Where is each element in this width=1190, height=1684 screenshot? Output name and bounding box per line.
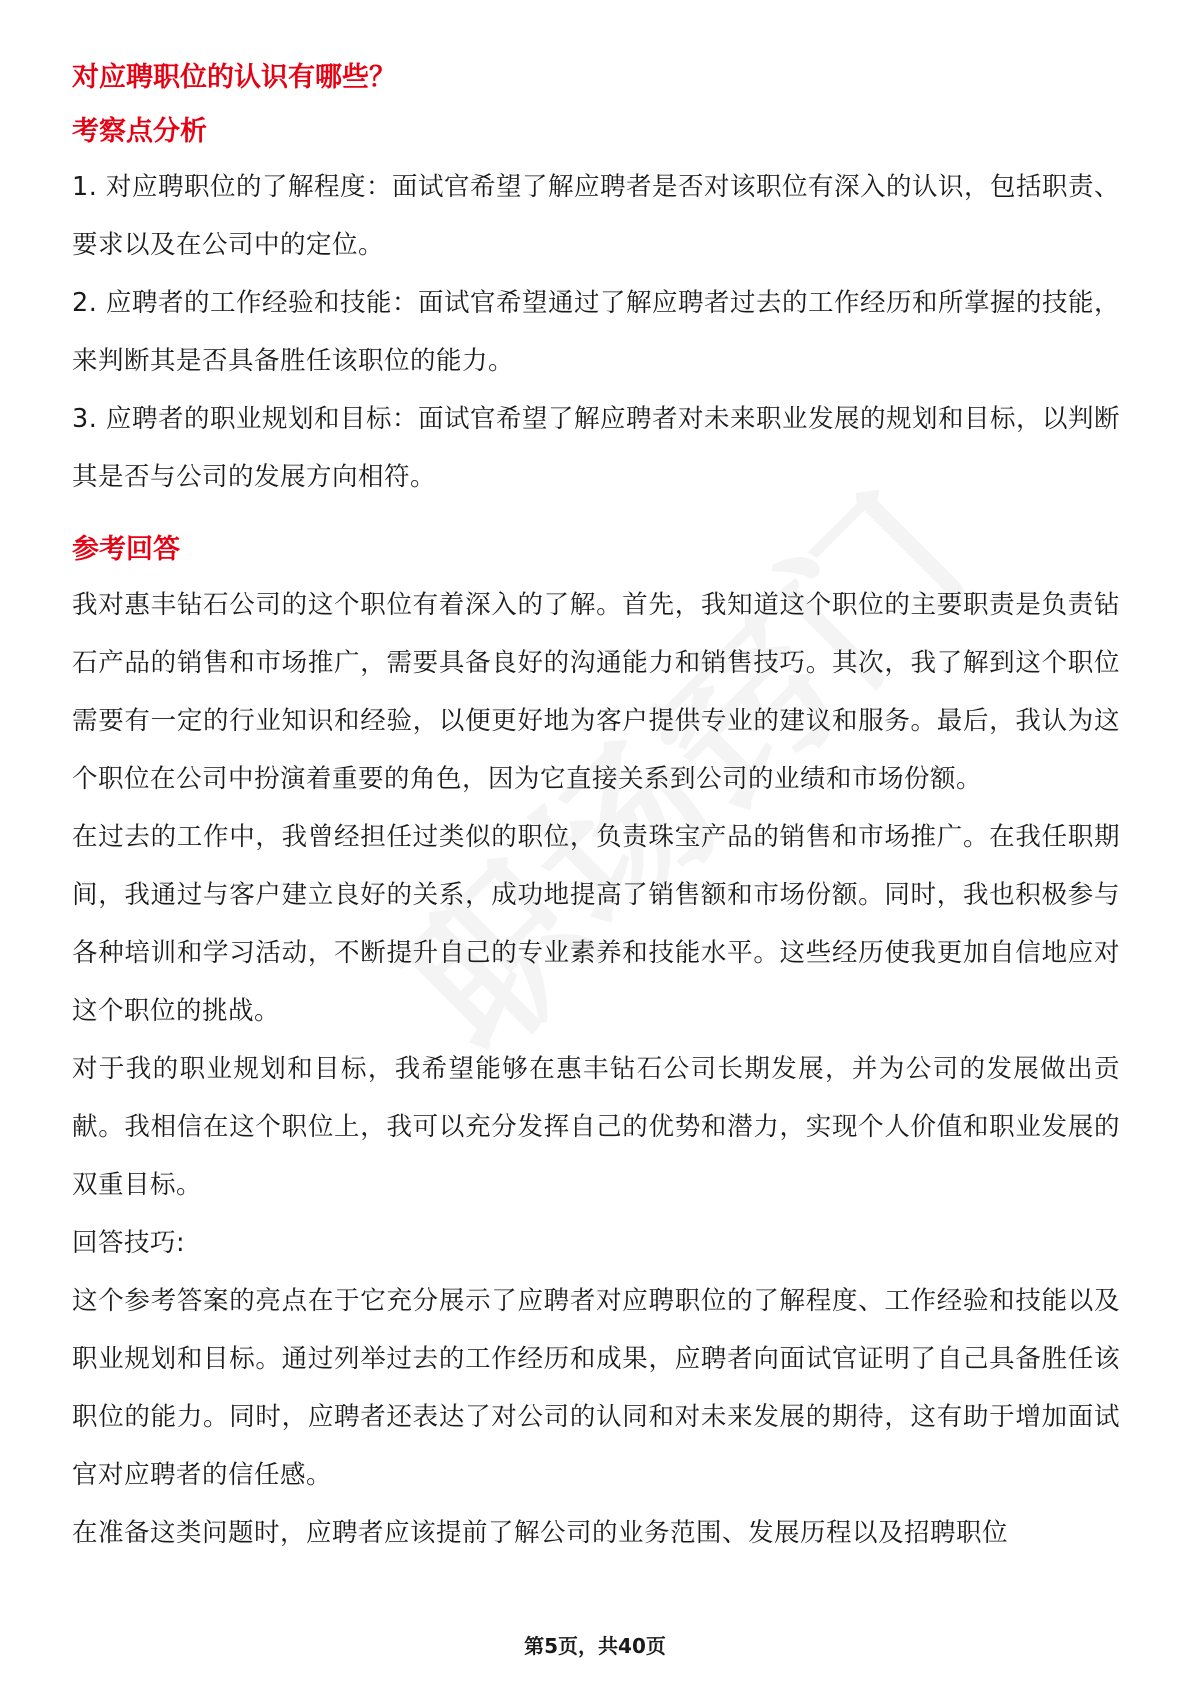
analysis-heading: 考察点分析 [72, 116, 207, 147]
reference-paragraph: 在准备这类问题时，应聘者应该提前了解公司的业务范围、发展历程以及招聘职位 [72, 1518, 1009, 1548]
page-title: 对应聘职位的认识有哪些？ [72, 62, 396, 93]
analysis-point: 2. 应聘者的工作经验和技能：面试官希望通过了解应聘者过去的工作经历和所掌握的技能，来判断其是否具备胜任该职位的能力。 [72, 288, 1120, 376]
reference-heading: 参考回答 [72, 534, 180, 565]
reference-paragraph: 在过去的工作中，我曾经担任过类似的职位，负责珠宝产品的销售和市场推广。在我任职期间，我通过与客户建立良好的关系，成功地提高了销售额和市场份额。同时，我也积极参与各种培训和学习活动，不断提升自己的专业素养和技能水平。这些经历使我更加自信地应对这个职位的挑战。 [72, 822, 1120, 1026]
reference-paragraph: 我对惠丰钻石公司的这个职位有着深入的了解。首先，我知道这个职位的主要职责是负责钻石产品的销售和市场推广，需要具备良好的沟通能力和销售技巧。其次，我了解到这个职位需要有一定的行业知识和经验，以便更好地为客户提供专业的建议和服务。最后，我认为这个职位在公司中扮演着重要的角色，因为它直接关系到公司的业绩和市场份额。 [72, 590, 1120, 794]
answer-tips-label: 回答技巧: [72, 1228, 186, 1258]
document-body [72, 58, 1120, 1562]
analysis-point: 1. 对应聘职位的了解程度：面试官希望了解应聘者是否对该职位有深入的认识，包括职责、要求以及在公司中的定位。 [72, 172, 1120, 260]
reference-paragraph: 这个参考答案的亮点在于它充分展示了应聘者对应聘职位的了解程度、工作经验和技能以及职业规划和目标。通过列举过去的工作经历和成果，应聘者向面试官证明了自己具备胜任该职位的能力。同时，应聘者还表达了对公司的认同和对未来发展的期待，这有助于增加面试官对应聘者的信任感。 [72, 1286, 1120, 1490]
page-number: 第5页，共40页 [524, 1634, 666, 1658]
analysis-point: 3. 应聘者的职业规划和目标：面试官希望了解应聘者对未来职业发展的规划和目标，以判断其是否与公司的发展方向相符。 [72, 404, 1120, 492]
reference-paragraph: 对于我的职业规划和目标，我希望能够在惠丰钻石公司长期发展，并为公司的发展做出贡献。我相信在这个职位上，我可以充分发挥自己的优势和潜力，实现个人价值和职业发展的双重目标。 [72, 1054, 1120, 1200]
